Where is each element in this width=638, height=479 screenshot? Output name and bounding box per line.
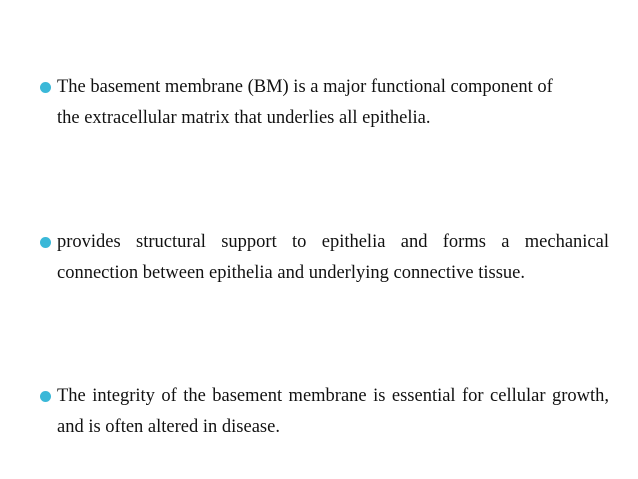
bullet-item-1 [40, 72, 609, 134]
bullet-item-3 [40, 381, 609, 443]
bullet-text-2: provides structural support to epithelia and forms a mechanical connection between epithelia and underlying connective tissue. [57, 232, 609, 283]
bullet-dot-icon [40, 391, 51, 402]
bullet-text-1: The basement membrane (BM) is a major functional component of the extracellular matrix that underlies all epithelia. [57, 77, 553, 128]
bullet-item-2 [40, 227, 609, 289]
bullet-dot-icon [40, 82, 51, 93]
bullet-dot-icon [40, 237, 51, 248]
bullet-text-3: The integrity of the basement membrane is essential for cellular growth, and is often altered in disease. [57, 386, 609, 437]
